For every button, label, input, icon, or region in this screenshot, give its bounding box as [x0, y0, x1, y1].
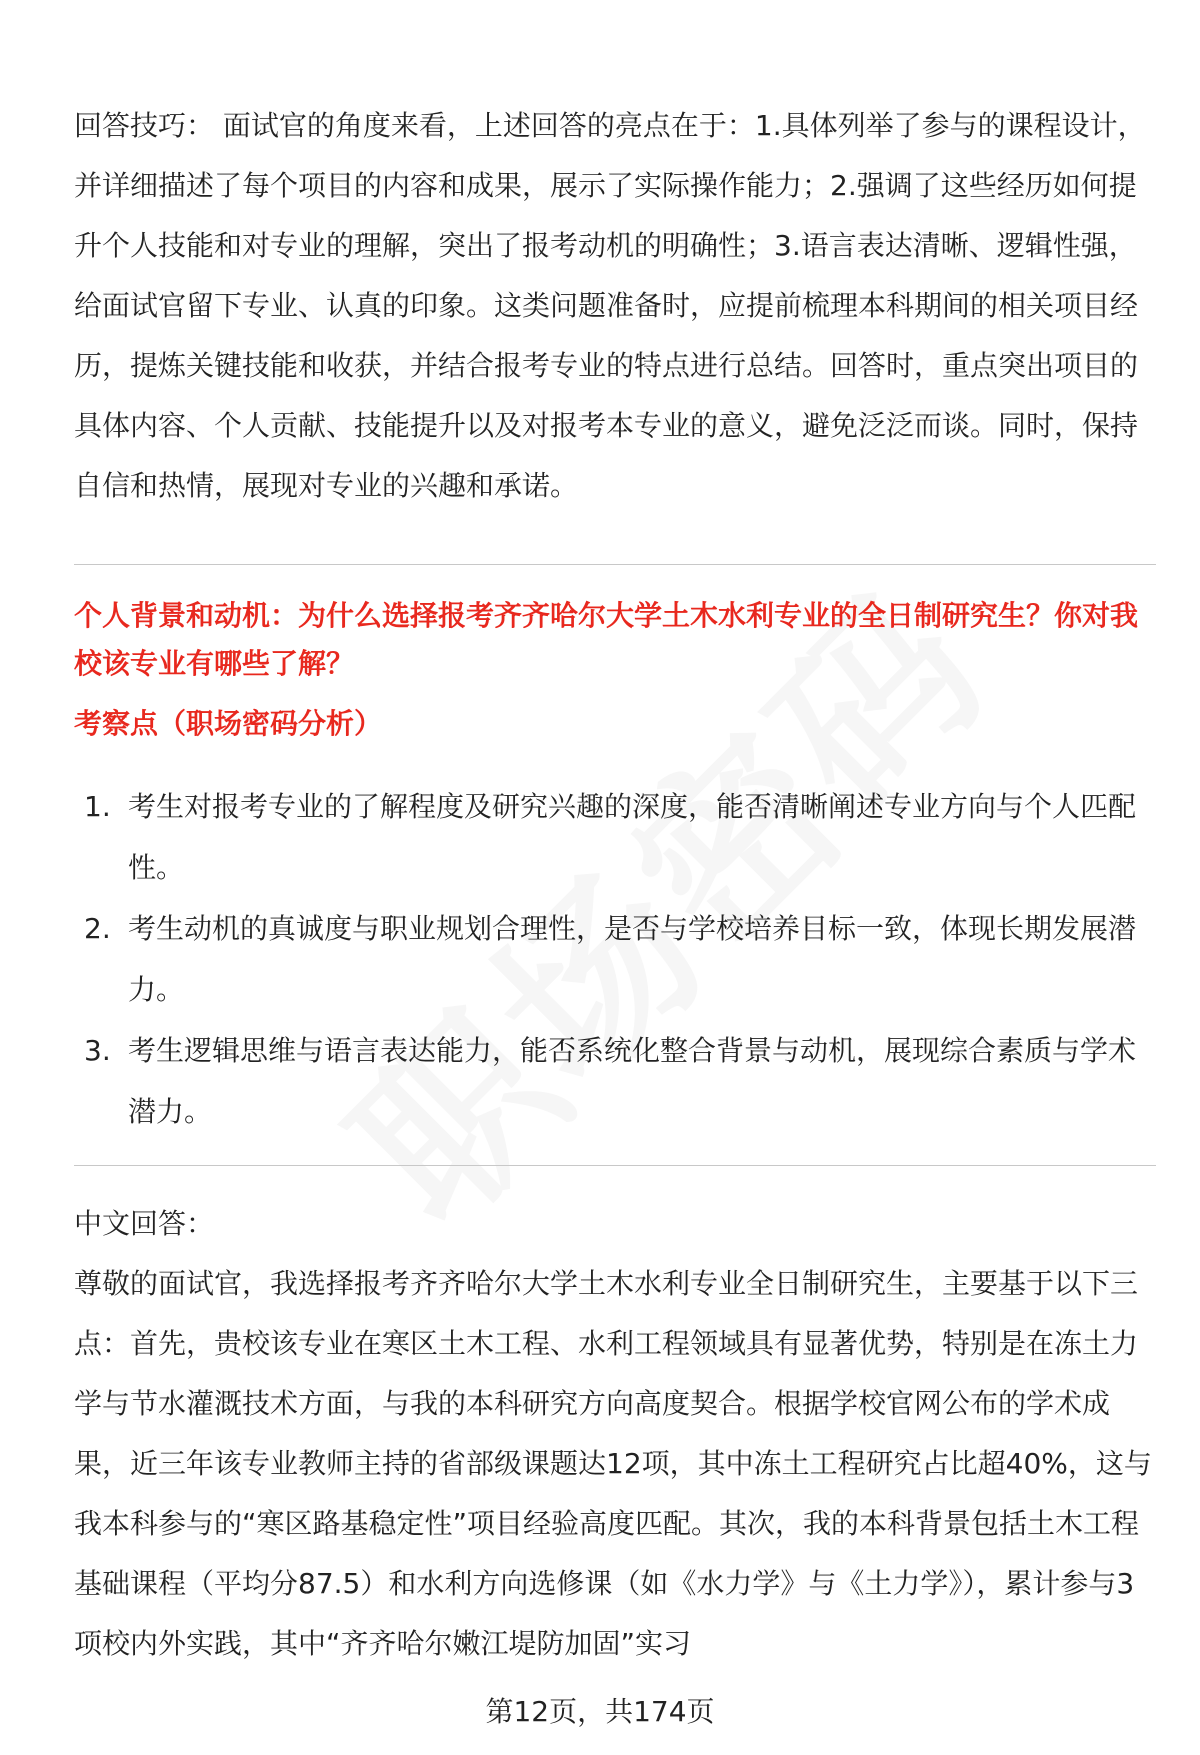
list-item	[74, 776, 1154, 898]
answer-tip-paragraph: 回答技巧： 面试官的角度来看，上述回答的亮点在于：1.具体列举了参与的课程设计，并详细描述了每个项目的内容和成果，展示了实际操作能力；2.强调了这些经历如何提升个人技能和对专业的理解，突出了报考动机的明确性；3.语言表达清晰、逻辑性强，给面试官留下专业、认真的印象。这类问题准备时，应提前梳理本科期间的相关项目经历，提炼关键技能和收获，并结合报考专业的特点进行总结。回答时，重点突出项目的具体内容、个人贡献、技能提升以及对报考本专业的意义，避免泛泛而谈。同时，保持自信和热情，展现对专业的兴趣和承诺。	[74, 109, 1146, 502]
page-number: 第12页，共174页	[485, 1695, 715, 1728]
list-item-text: 考生逻辑思维与语言表达能力，能否系统化整合背景与动机，展现综合素质与学术潜力。	[128, 1034, 1137, 1128]
list-item-text: 考生动机的真诚度与职业规划合理性，是否与学校培养目标一致，体现长期发展潜力。	[128, 912, 1137, 1006]
list-item	[74, 898, 1154, 1020]
list-item-number: 2.	[84, 912, 111, 945]
section-divider	[74, 564, 1156, 565]
list-item-number: 1.	[84, 790, 111, 823]
list-item	[74, 1020, 1154, 1142]
examination-points-title: 考察点（职场密码分析）	[74, 707, 383, 740]
answer-label: 中文回答：	[74, 1207, 215, 1240]
interview-question: 个人背景和动机：为什么选择报考齐齐哈尔大学土木水利专业的全日制研究生？你对我校该专业有哪些了解？	[74, 599, 1139, 680]
list-item-text: 考生对报考专业的了解程度及研究兴趣的深度，能否清晰阐述专业方向与个人匹配性。	[128, 790, 1137, 884]
section-divider	[74, 1165, 1156, 1166]
list-item-number: 3.	[84, 1034, 111, 1067]
examination-points-list	[74, 776, 1154, 1142]
answer-paragraph: 尊敬的面试官，我选择报考齐齐哈尔大学土木水利专业全日制研究生，主要基于以下三点：首先，贵校该专业在寒区土木工程、水利工程领域具有显著优势，特别是在冻土力学与节水灌溉技术方面，与我的本科研究方向高度契合。根据学校官网公布的学术成果，近三年该专业教师主持的省部级课题达12项，其中冻土工程研究占比超40%，这与我本科参与的“寒区路基稳定性”项目经验高度匹配。其次，我的本科背景包括土木工程基础课程（平均分87.5）和水利方向选修课（如《水力学》与《土力学》），累计参与3项校内外实践，其中“齐齐哈尔嫩江堤防加固”实习	[74, 1267, 1152, 1660]
